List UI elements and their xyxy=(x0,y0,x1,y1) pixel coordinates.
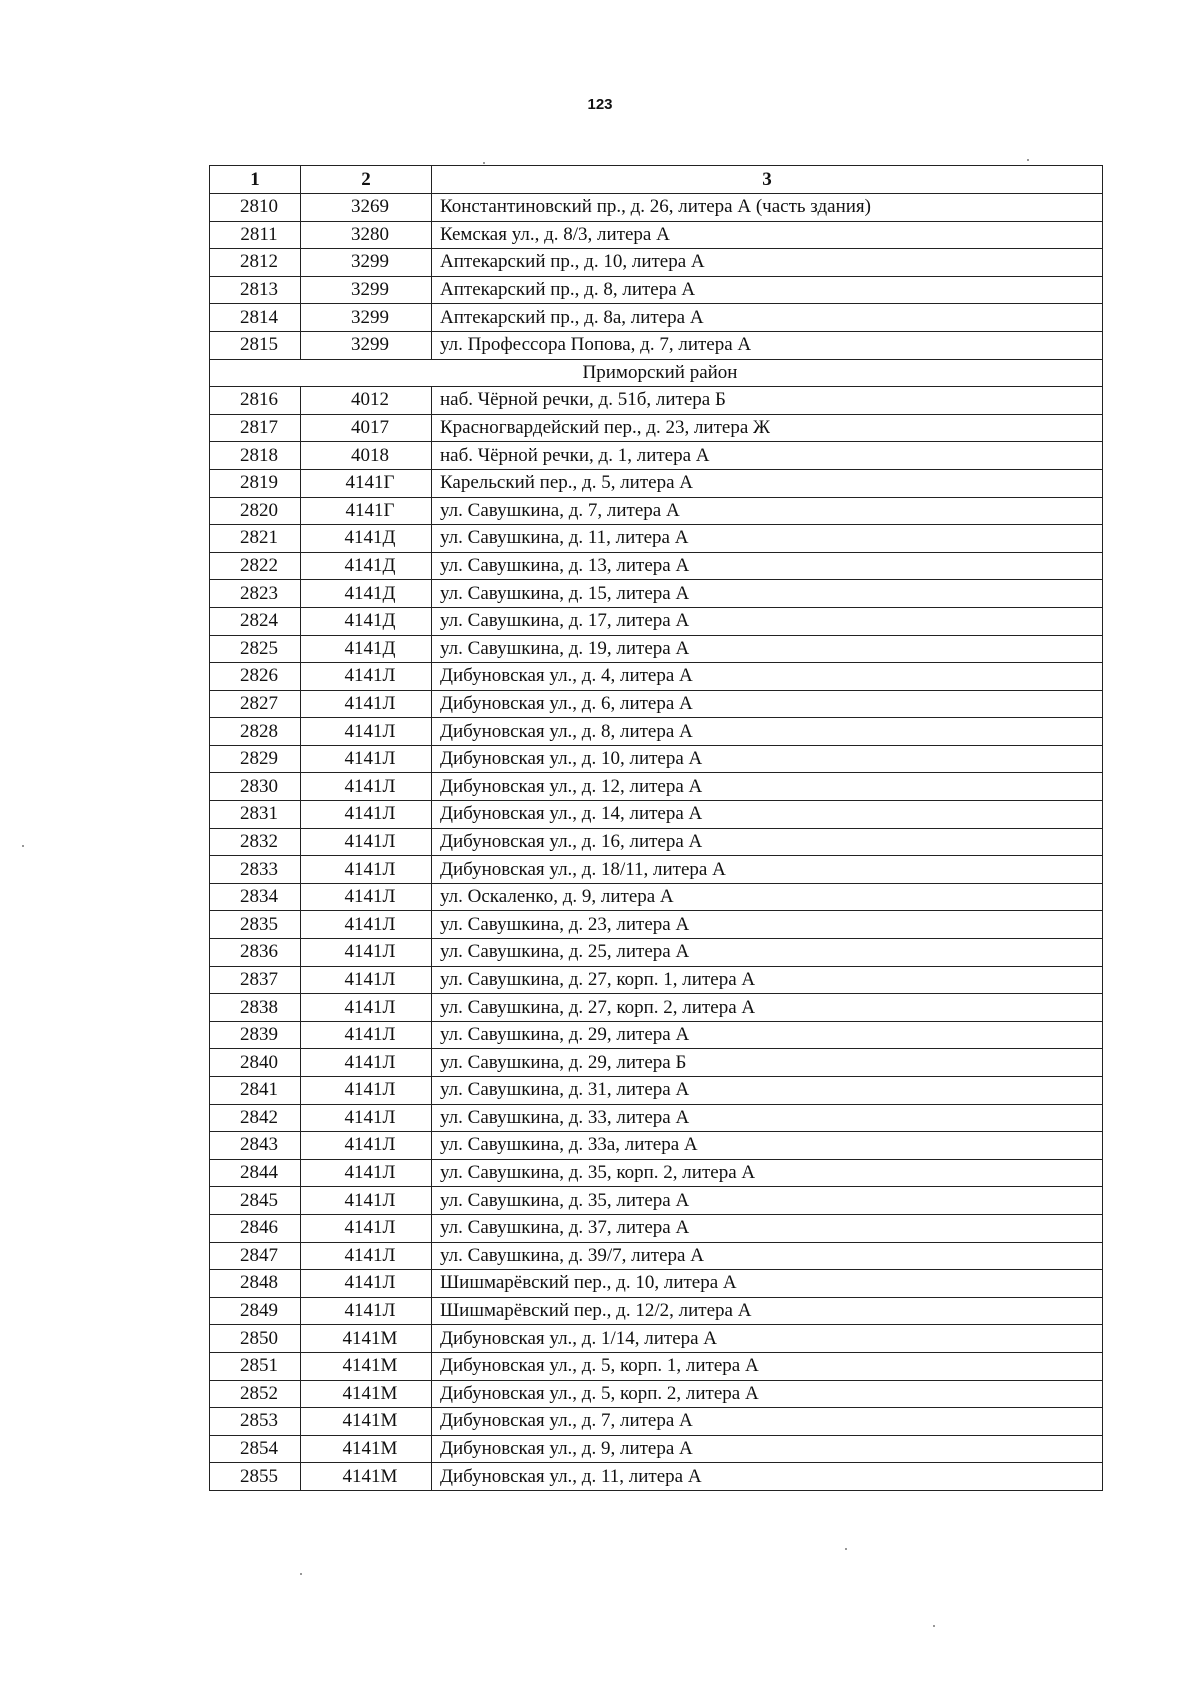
code-cell: 3299 xyxy=(301,304,432,332)
column-header-3: 3 xyxy=(432,166,1103,194)
scan-speck xyxy=(300,1573,302,1575)
scan-speck xyxy=(845,1548,847,1550)
address-cell: Дибуновская ул., д. 12, литера А xyxy=(432,773,1103,801)
table-row xyxy=(210,1021,1103,1049)
code-cell: 4141М xyxy=(301,1408,432,1436)
address-cell: Дибуновская ул., д. 16, литера А xyxy=(432,828,1103,856)
row-number-cell: 2852 xyxy=(210,1380,301,1408)
table-row xyxy=(210,469,1103,497)
row-number-cell: 2847 xyxy=(210,1242,301,1270)
code-cell: 4141Л xyxy=(301,883,432,911)
code-cell: 4141Л xyxy=(301,801,432,829)
code-cell: 4141Д xyxy=(301,525,432,553)
table-row xyxy=(210,221,1103,249)
address-cell: ул. Савушкина, д. 27, корп. 2, литера А xyxy=(432,994,1103,1022)
header-row xyxy=(210,166,1103,194)
table-row xyxy=(210,911,1103,939)
row-number-cell: 2825 xyxy=(210,635,301,663)
table-row xyxy=(210,745,1103,773)
address-cell: Дибуновская ул., д. 7, литера А xyxy=(432,1408,1103,1436)
code-cell: 4141Л xyxy=(301,939,432,967)
row-number-cell: 2827 xyxy=(210,690,301,718)
table-row xyxy=(210,1408,1103,1436)
table-row xyxy=(210,966,1103,994)
row-number-cell: 2853 xyxy=(210,1408,301,1436)
table-row xyxy=(210,1159,1103,1187)
code-cell: 4141Л xyxy=(301,1104,432,1132)
address-cell: Аптекарский пр., д. 8а, литера А xyxy=(432,304,1103,332)
address-cell: ул. Савушкина, д. 15, литера А xyxy=(432,580,1103,608)
row-number-cell: 2813 xyxy=(210,276,301,304)
row-number-cell: 2843 xyxy=(210,1132,301,1160)
row-number-cell: 2831 xyxy=(210,801,301,829)
code-cell: 4141Л xyxy=(301,856,432,884)
code-cell: 3280 xyxy=(301,221,432,249)
table-row xyxy=(210,1132,1103,1160)
code-cell: 4141Л xyxy=(301,994,432,1022)
code-cell: 4141М xyxy=(301,1352,432,1380)
address-cell: ул. Савушкина, д. 27, корп. 1, литера А xyxy=(432,966,1103,994)
row-number-cell: 2817 xyxy=(210,414,301,442)
table-row xyxy=(210,801,1103,829)
column-header-1: 1 xyxy=(210,166,301,194)
code-cell: 4141Л xyxy=(301,1049,432,1077)
table-row xyxy=(210,663,1103,691)
address-cell: ул. Савушкина, д. 35, литера А xyxy=(432,1187,1103,1215)
code-cell: 4141М xyxy=(301,1435,432,1463)
row-number-cell: 2814 xyxy=(210,304,301,332)
code-cell: 4141Д xyxy=(301,635,432,663)
district-section xyxy=(210,359,1103,387)
address-cell: Шишмарёвский пер., д. 12/2, литера А xyxy=(432,1297,1103,1325)
table-row xyxy=(210,994,1103,1022)
address-cell: ул. Оскаленко, д. 9, литера А xyxy=(432,883,1103,911)
address-cell: Константиновский пр., д. 26, литера А (часть здания) xyxy=(432,194,1103,222)
table-row xyxy=(210,883,1103,911)
row-number-cell: 2854 xyxy=(210,1435,301,1463)
row-number-cell: 2820 xyxy=(210,497,301,525)
code-cell: 4141Л xyxy=(301,1187,432,1215)
table-row xyxy=(210,773,1103,801)
table-row xyxy=(210,1325,1103,1353)
code-cell: 4141Л xyxy=(301,1214,432,1242)
code-cell: 3299 xyxy=(301,249,432,277)
row-number-cell: 2826 xyxy=(210,663,301,691)
row-number-cell: 2855 xyxy=(210,1463,301,1491)
table-row xyxy=(210,1380,1103,1408)
table-row xyxy=(210,1104,1103,1132)
table-row xyxy=(210,1352,1103,1380)
table-row xyxy=(210,194,1103,222)
address-cell: ул. Савушкина, д. 25, литера А xyxy=(432,939,1103,967)
address-cell: Дибуновская ул., д. 10, литера А xyxy=(432,745,1103,773)
table-row xyxy=(210,939,1103,967)
address-cell: Аптекарский пр., д. 10, литера А xyxy=(432,249,1103,277)
row-number-cell: 2815 xyxy=(210,331,301,359)
table-row xyxy=(210,607,1103,635)
code-cell: 4141Д xyxy=(301,607,432,635)
row-number-cell: 2811 xyxy=(210,221,301,249)
row-number-cell: 2834 xyxy=(210,883,301,911)
row-number-cell: 2822 xyxy=(210,552,301,580)
row-number-cell: 2818 xyxy=(210,442,301,470)
code-cell: 4141Г xyxy=(301,469,432,497)
address-cell: ул. Савушкина, д. 13, литера А xyxy=(432,552,1103,580)
code-cell: 4012 xyxy=(301,387,432,415)
scan-speck xyxy=(22,845,24,847)
address-cell: Дибуновская ул., д. 18/11, литера А xyxy=(432,856,1103,884)
row-number-cell: 2832 xyxy=(210,828,301,856)
code-cell: 4141Л xyxy=(301,1297,432,1325)
address-cell: Шишмарёвский пер., д. 10, литера А xyxy=(432,1270,1103,1298)
scan-speck xyxy=(1027,159,1029,161)
row-number-cell: 2839 xyxy=(210,1021,301,1049)
row-number-cell: 2829 xyxy=(210,745,301,773)
code-cell: 4141Л xyxy=(301,1270,432,1298)
table-row xyxy=(210,635,1103,663)
row-number-cell: 2828 xyxy=(210,718,301,746)
code-cell: 4141Д xyxy=(301,552,432,580)
district-heading: Приморский район xyxy=(210,359,1103,387)
code-cell: 4141Л xyxy=(301,1077,432,1105)
address-cell: ул. Савушкина, д. 35, корп. 2, литера А xyxy=(432,1159,1103,1187)
row-number-cell: 2837 xyxy=(210,966,301,994)
row-number-cell: 2821 xyxy=(210,525,301,553)
code-cell: 4018 xyxy=(301,442,432,470)
code-cell: 4141Л xyxy=(301,1021,432,1049)
row-number-cell: 2846 xyxy=(210,1214,301,1242)
address-cell: ул. Савушкина, д. 19, литера А xyxy=(432,635,1103,663)
address-cell: ул. Савушкина, д. 39/7, литера А xyxy=(432,1242,1103,1270)
address-cell: ул. Савушкина, д. 31, литера А xyxy=(432,1077,1103,1105)
address-cell: Дибуновская ул., д. 14, литера А xyxy=(432,801,1103,829)
table-row xyxy=(210,442,1103,470)
table-row xyxy=(210,414,1103,442)
code-cell: 4141М xyxy=(301,1325,432,1353)
row-number-cell: 2823 xyxy=(210,580,301,608)
code-cell: 4017 xyxy=(301,414,432,442)
table-row xyxy=(210,304,1103,332)
row-number-cell: 2841 xyxy=(210,1077,301,1105)
code-cell: 4141Л xyxy=(301,773,432,801)
code-cell: 4141Д xyxy=(301,580,432,608)
row-number-cell: 2844 xyxy=(210,1159,301,1187)
table-row xyxy=(210,1049,1103,1077)
table-body-top xyxy=(210,194,1103,360)
address-cell: Аптекарский пр., д. 8, литера А xyxy=(432,276,1103,304)
code-cell: 3299 xyxy=(301,331,432,359)
address-cell: ул. Савушкина, д. 11, литера А xyxy=(432,525,1103,553)
table-body-bottom xyxy=(210,387,1103,1491)
address-cell: Кемская ул., д. 8/3, литера А xyxy=(432,221,1103,249)
address-cell: ул. Савушкина, д. 29, литера А xyxy=(432,1021,1103,1049)
row-number-cell: 2812 xyxy=(210,249,301,277)
address-cell: Дибуновская ул., д. 6, литера А xyxy=(432,690,1103,718)
row-number-cell: 2830 xyxy=(210,773,301,801)
row-number-cell: 2824 xyxy=(210,607,301,635)
code-cell: 4141Л xyxy=(301,966,432,994)
table-row xyxy=(210,331,1103,359)
table-row xyxy=(210,1463,1103,1491)
address-cell: наб. Чёрной речки, д. 1, литера А xyxy=(432,442,1103,470)
row-number-cell: 2810 xyxy=(210,194,301,222)
address-cell: Красногвардейский пер., д. 23, литера Ж xyxy=(432,414,1103,442)
table-row xyxy=(210,1214,1103,1242)
table-row xyxy=(210,525,1103,553)
column-header-2: 2 xyxy=(301,166,432,194)
row-number-cell: 2848 xyxy=(210,1270,301,1298)
code-cell: 3269 xyxy=(301,194,432,222)
code-cell: 3299 xyxy=(301,276,432,304)
address-cell: Карельский пер., д. 5, литера А xyxy=(432,469,1103,497)
row-number-cell: 2816 xyxy=(210,387,301,415)
address-cell: наб. Чёрной речки, д. 51б, литера Б xyxy=(432,387,1103,415)
table-row xyxy=(210,828,1103,856)
row-number-cell: 2849 xyxy=(210,1297,301,1325)
table-row xyxy=(210,552,1103,580)
scan-speck xyxy=(483,162,485,164)
row-number-cell: 2833 xyxy=(210,856,301,884)
address-cell: Дибуновская ул., д. 11, литера А xyxy=(432,1463,1103,1491)
code-cell: 4141М xyxy=(301,1380,432,1408)
row-number-cell: 2845 xyxy=(210,1187,301,1215)
table-header xyxy=(210,166,1103,194)
registry-table xyxy=(209,165,1103,1491)
address-cell: Дибуновская ул., д. 4, литера А xyxy=(432,663,1103,691)
table-row xyxy=(210,1435,1103,1463)
row-number-cell: 2838 xyxy=(210,994,301,1022)
table-row xyxy=(210,690,1103,718)
code-cell: 4141Л xyxy=(301,828,432,856)
table-row xyxy=(210,1297,1103,1325)
address-cell: Дибуновская ул., д. 9, литера А xyxy=(432,1435,1103,1463)
address-cell: ул. Савушкина, д. 23, литера А xyxy=(432,911,1103,939)
address-cell: ул. Савушкина, д. 37, литера А xyxy=(432,1214,1103,1242)
page-number: 123 xyxy=(587,96,613,113)
address-cell: Дибуновская ул., д. 1/14, литера А xyxy=(432,1325,1103,1353)
address-cell: Дибуновская ул., д. 5, корп. 2, литера А xyxy=(432,1380,1103,1408)
code-cell: 4141Г xyxy=(301,497,432,525)
table-row xyxy=(210,249,1103,277)
code-cell: 4141Л xyxy=(301,690,432,718)
row-number-cell: 2819 xyxy=(210,469,301,497)
address-cell: ул. Савушкина, д. 33, литера А xyxy=(432,1104,1103,1132)
address-cell: ул. Савушкина, д. 7, литера А xyxy=(432,497,1103,525)
table-row xyxy=(210,497,1103,525)
row-number-cell: 2850 xyxy=(210,1325,301,1353)
row-number-cell: 2836 xyxy=(210,939,301,967)
district-row xyxy=(210,359,1103,387)
row-number-cell: 2840 xyxy=(210,1049,301,1077)
table-row xyxy=(210,387,1103,415)
row-number-cell: 2842 xyxy=(210,1104,301,1132)
table-row xyxy=(210,718,1103,746)
address-cell: Дибуновская ул., д. 8, литера А xyxy=(432,718,1103,746)
row-number-cell: 2835 xyxy=(210,911,301,939)
code-cell: 4141Л xyxy=(301,745,432,773)
scan-speck xyxy=(933,1625,935,1627)
code-cell: 4141М xyxy=(301,1463,432,1491)
code-cell: 4141Л xyxy=(301,1132,432,1160)
address-cell: ул. Савушкина, д. 33а, литера А xyxy=(432,1132,1103,1160)
code-cell: 4141Л xyxy=(301,718,432,746)
table-row xyxy=(210,1270,1103,1298)
address-cell: ул. Савушкина, д. 17, литера А xyxy=(432,607,1103,635)
code-cell: 4141Л xyxy=(301,1159,432,1187)
code-cell: 4141Л xyxy=(301,1242,432,1270)
code-cell: 4141Л xyxy=(301,911,432,939)
table-row xyxy=(210,1077,1103,1105)
table-row xyxy=(210,1187,1103,1215)
table-row xyxy=(210,580,1103,608)
address-cell: ул. Профессора Попова, д. 7, литера А xyxy=(432,331,1103,359)
table-row xyxy=(210,1242,1103,1270)
address-cell: Дибуновская ул., д. 5, корп. 1, литера А xyxy=(432,1352,1103,1380)
table-row xyxy=(210,276,1103,304)
table-row xyxy=(210,856,1103,884)
address-cell: ул. Савушкина, д. 29, литера Б xyxy=(432,1049,1103,1077)
code-cell: 4141Л xyxy=(301,663,432,691)
row-number-cell: 2851 xyxy=(210,1352,301,1380)
